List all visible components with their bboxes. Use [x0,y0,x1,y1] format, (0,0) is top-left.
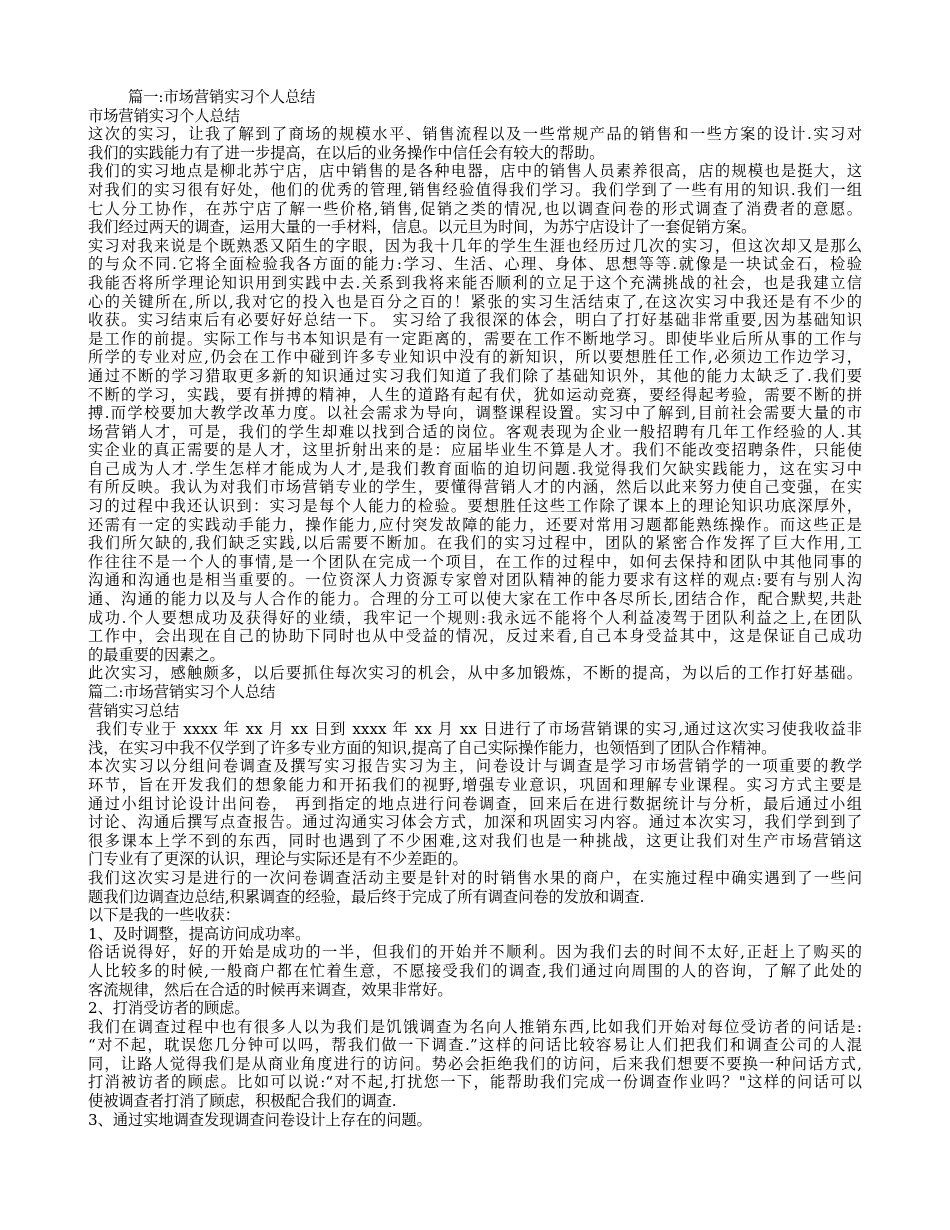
text-line: 是工作的前提。实际工作与书本知识是有一定距离的，需要在工作不断地学习。即使毕业后所从事的工作与 [88,329,862,348]
text-line: “对不起，耽误您几分钟可以吗，帮我们做一下调查.”这样的问话比较容易让人们把我们和调查公司的人混 [88,1036,862,1055]
text-line: 搏.而学校要加大教学改革力度。以社会需求为导向，调整课程设置。实习中了解到,目前社会需要大量的市 [88,404,862,423]
text-line: 实企业的真正需要的是人才，这里折射出来的是：应届毕业生不算是人才。我们不能改变招聘条件，只能使 [88,441,862,460]
text-line: 此次实习，感触颇多，以后要抓住每次实习的机会，从中多加锻炼，不断的提高，为以后的工作打好基础。 [88,664,862,683]
text-line: 很多课本上学不到的东西，同时也遇到了不少困难,这对我们也是一种挑战，这更让我们对生产市场营销这 [88,831,862,850]
text-line: 的与众不同.它将全面检验我各方面的能力:学习、生活、心理、身体、思想等等.就像是一块试金石，检验 [88,255,862,274]
text-line: 我能否将所学理论知识用到实践中去.关系到我将来能否顺利的立足于这个充满挑战的社会，也是我建立信 [88,273,862,292]
text-line: 收获。实习结束后有必要好好总结一下。 实习给了我很深的体会，明白了打好基础非常重要,因为基础知识 [88,311,862,330]
text-line: 本次实习以分组问卷调查及撰写实习报告实习为主，问卷设计与调查是学习市场营销学的一项重要的教学 [88,757,862,776]
text-line: 作往往不是一个人的事情,是一个团队在完成一个项目，在工作的过程中，如何去保持和团队中其他同事的 [88,552,862,571]
text-line: 2、打消受访者的顾虑。 [88,999,250,1018]
text-line: 习的过程中我还认识到：实习是每个人能力的检验。要想胜任这些工作除了课本上的理论知识功底深厚外， [88,497,862,516]
text-line: 七人分工协作，在苏宁店了解一些价格,销售,促销之类的情况,也以调查问卷的形式调查了消费者的意愿。 [88,199,862,218]
text-line: 俗话说得好，好的开始是成功的一半，但我们的开始并不顺利。因为我们去的时间不太好,正赶上了购买的 [88,943,862,962]
text-line: 以下是我的一些收获： [88,906,240,925]
text-line: 还需有一定的实践动手能力，操作能力,应付突发故障的能力，还要对常用习题都能熟练操作。而这些正是 [88,515,862,534]
text-line: 这次的实习，让我了解到了商场的规模水平、销售流程以及一些常规产品的销售和一些方案的设计.实习对 [88,125,862,144]
text-line: 篇二:市场营销实习个人总结 [88,683,276,701]
text-line: 使被调查者打消了顾虑，积极配合我们的调查. [88,1092,397,1111]
text-line: 客流规律，然后在合适的时候再来调查，效果非常好。 [88,980,453,999]
text-line: 我们这次实习是进行的一次问卷调查活动主要是针对的时销售水果的商户，在实施过程中确实遇到了一些问 [88,868,862,887]
text-line: 1、及时调整，提高访问成功率。 [88,924,311,943]
text-line: 营销实习总结 [88,701,180,720]
text-line: 市场营销实习个人总结 [88,106,240,125]
text-line: 心的关键所在,所以,我对它的投入也是百分之百的！紧张的实习生活结束了,在这次实习中我还是有不少的 [88,292,862,311]
text-line: 门专业有了更深的认识，理论与实际还是有不少差距的。 [88,850,468,869]
text-line: 我们专业于 xxxx 年 xx 月 xx 日到 xxxx 年 xx 月 xx 日进行了市场营销课的实习,通过这次实习使我收益非 [96,720,862,739]
text-line: 浅，在实习中我不仅学到了许多专业方面的知识,提高了自己实际操作能力，也领悟到了团队合作精神。 [88,738,777,757]
text-line: 场营销人才，可是，我们的学生却难以找到合适的岗位。客观表现为企业一般招聘有几年工作经验的人.其 [88,422,862,441]
text-line: 不断的学习，实践，要有拼搏的精神，人生的道路有起有伏，犹如运动竞赛，要经得起考验，需要不断的拼 [88,385,862,404]
text-line: 我们的实践能力有了进一步提高，在以后的业务操作中信任会有较大的帮助。 [88,143,605,162]
text-line: 通过小组讨论设计出问卷， 再到指定的地点进行问卷调查，回来后在进行数据统计与分析，最后通过小组 [88,794,862,813]
text-line: 我们的实习地点是柳北苏宁店，店中销售的是各种电器，店中的销售人员素养很高，店的规模也是挺大，这 [88,162,862,181]
text-line: 对我们的实习很有好处，他们的优秀的管理,销售经验值得我们学习。我们学到了一些有用的知识.我们一组 [88,180,862,199]
text-line: 通、沟通的能力以及与人合作的能力。合理的分工可以使大家在工作中各尽所长,团结合作，配合默契,共赴 [88,590,862,609]
text-line: 同，让路人觉得我们是从商业角度进行的访问。势必会拒绝我们的访问，后来我们想要不要换一种问话方式, [88,1054,862,1073]
text-line: 沟通和沟通也是相当重要的。一位资深人力资源专家曾对团队精神的能力要求有这样的观点:要有与别人沟 [88,571,862,590]
text-line: 成功.个人要想成功及获得好的业绩，我牢记一个规则:我永远不能将个人利益凌驾于团队利益之上,在团队 [88,608,862,627]
text-line: 所学的专业对应,仍会在工作中碰到许多专业知识中没有的新知识，所以要想胜任工作,必须边工作边学习， [88,348,862,367]
text-line: 我们经过两天的调查，运用大量的一手材料，信息。以元旦为时间，为苏宁店设计了一套促销方案。 [88,218,757,237]
text-line: 篇一:市场营销实习个人总结 [128,88,316,106]
text-line: 通过不断的学习猎取更多新的知识通过实习我们知道了我们除了基础知识外，其他的能力太缺乏了.我们要 [88,366,862,385]
text-line: 讨论、沟通后撰写点查报告。通过沟通实习体会方式，加深和巩固实习内容。通过本次实习，我们学到到了 [88,813,862,832]
text-line: 题我们边调查边总结,积累调查的经验，最后终于完成了所有调查问卷的发放和调查. [88,887,645,906]
text-line: 的最重要的因素之。 [88,645,225,664]
text-line: 有所反映。我认为对我们市场营销专业的学生，要懂得营销人才的内涵，然后以此来努力使自己变强，在实 [88,478,862,497]
text-line: 自己成为人才.学生怎样才能成为人才,是我们教育面临的迫切问题.我觉得我们欠缺实践能力，这在实习中 [88,459,862,478]
document-body [88,88,862,1129]
text-line: 3、通过实地调查发现调查问卷设计上存在的问题。 [88,1110,432,1129]
text-line: 打消被访者的顾虑。比如可以说:“对不起,打扰您一下，能帮助我们完成一份调查作业吗？"这样的问话可以 [88,1073,862,1092]
text-line: 实习对我来说是个既熟悉又陌生的字眼，因为我十几年的学生生涯也经历过几次的实习，但这次却又是那么 [88,236,862,255]
text-line: 工作中，会出现在自己的协助下同时也从中受益的情况，反过来看,自己本身受益其中，这是保证自己成功 [88,627,862,646]
text-line: 人比较多的时候,一般商户都在忙着生意，不愿接受我们的调查,我们通过向周围的人的咨询，了解了此处的 [88,961,862,980]
text-line: 环节，旨在开发我们的想象能力和开拓我们的视野,增强专业意识，巩固和理解专业课程。实习方式主要是 [88,775,862,794]
text-line: 我们所欠缺的,我们缺乏实践,以后需要不断加。在我们的实习过程中，团队的紧密合作发挥了巨大作用,工 [88,534,862,553]
text-line: 我们在调查过程中也有很多人以为我们是饥饿调查为名向人推销东西,比如我们开始对每位受访者的问话是: [88,1017,862,1036]
